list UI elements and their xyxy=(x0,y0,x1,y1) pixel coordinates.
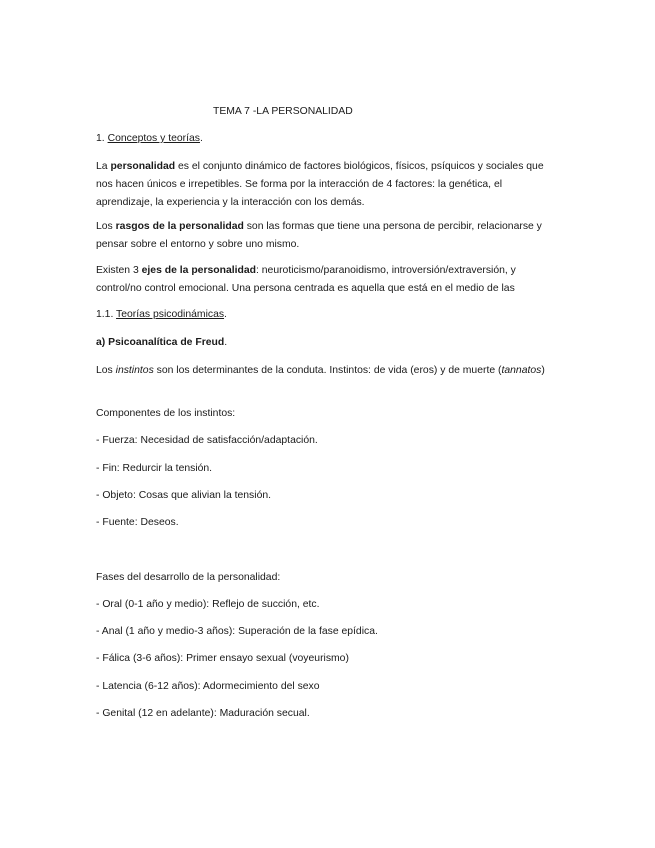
paragraph-lead: Los xyxy=(96,365,116,376)
paragraph-ejes xyxy=(96,262,556,298)
list-item: - Latencia (6-12 años): Adormecimiento del sexo xyxy=(96,681,320,692)
fases-heading: Fases del desarrollo de la personalidad: xyxy=(96,572,281,583)
term-instintos: instintos xyxy=(115,365,154,376)
paragraph-lead: Existen 3 xyxy=(96,265,142,276)
list-item: - Fuente: Deseos. xyxy=(96,517,179,528)
term-tannatos: tannatos xyxy=(501,365,542,376)
list-item: - Anal (1 año y medio-3 años): Superación de la fase epídica. xyxy=(96,626,378,637)
subsection-trail: . xyxy=(224,337,228,348)
section-heading-teorias xyxy=(96,306,556,324)
subsection-label: Psicoanalítica de Freud xyxy=(108,337,225,348)
paragraph-lead: Los xyxy=(96,221,116,232)
list-item: - Oral (0-1 año y medio): Reflejo de succión, etc. xyxy=(96,599,320,610)
subsection-prefix: a) xyxy=(96,337,109,348)
paragraph-body: son los determinantes de la conduta. Instintos: de vida (eros) y de muerte ( xyxy=(153,365,502,376)
list-item: - Fálica (3-6 años): Primer ensayo sexual (voyeurismo) xyxy=(96,653,349,664)
list-item: - Objeto: Cosas que alivian la tensión. xyxy=(96,490,272,501)
paragraph-lead: La xyxy=(96,161,111,172)
term-rasgos: rasgos de la personalidad xyxy=(115,221,244,232)
section-heading-conceptos xyxy=(96,130,556,148)
list-item: - Fin: Redurcir la tensión. xyxy=(96,463,213,474)
paragraph-body: : neuroticismo/paranoidismo, introversión/extraversión, y control/no control emocional. Una persona centrada es aquella que está en el medio de las xyxy=(96,265,516,294)
section-label: Teorías psicodinámicas xyxy=(116,309,225,320)
subsection-freud xyxy=(96,334,556,352)
section-trail: . xyxy=(224,309,227,320)
paragraph-body: son las formas que tiene una persona de percibir, relacionarse y pensar sobre el entorno y sobre uno mismo. xyxy=(96,221,542,250)
list-item: - Genital (12 en adelante): Maduración secual. xyxy=(96,708,310,719)
section-number: 1.1. xyxy=(96,309,114,320)
paragraph-instintos xyxy=(96,362,556,380)
section-trail: . xyxy=(199,133,203,144)
document-title: TEMA 7 -LA PERSONALIDAD xyxy=(213,106,353,117)
componentes-heading: Componentes de los instintos: xyxy=(96,408,236,419)
paragraph-end: ) xyxy=(541,365,545,376)
section-label: Conceptos y teorías xyxy=(107,133,200,144)
term-personalidad: personalidad xyxy=(110,161,176,172)
paragraph-personalidad xyxy=(96,158,556,212)
section-number: 1. xyxy=(96,133,105,144)
paragraph-rasgos xyxy=(96,218,556,254)
term-ejes: ejes de la personalidad xyxy=(141,265,256,276)
paragraph-body: es el conjunto dinámico de factores biológicos, físicos, psíquicos y sociales que nos hacen únicos e irrepetibles. Se forma por la interacción de 4 factores: la genética, el aprendizaje, la experiencia y la interacción con los demás. xyxy=(96,161,544,208)
list-item: - Fuerza: Necesidad de satisfacción/adaptación. xyxy=(96,435,318,446)
